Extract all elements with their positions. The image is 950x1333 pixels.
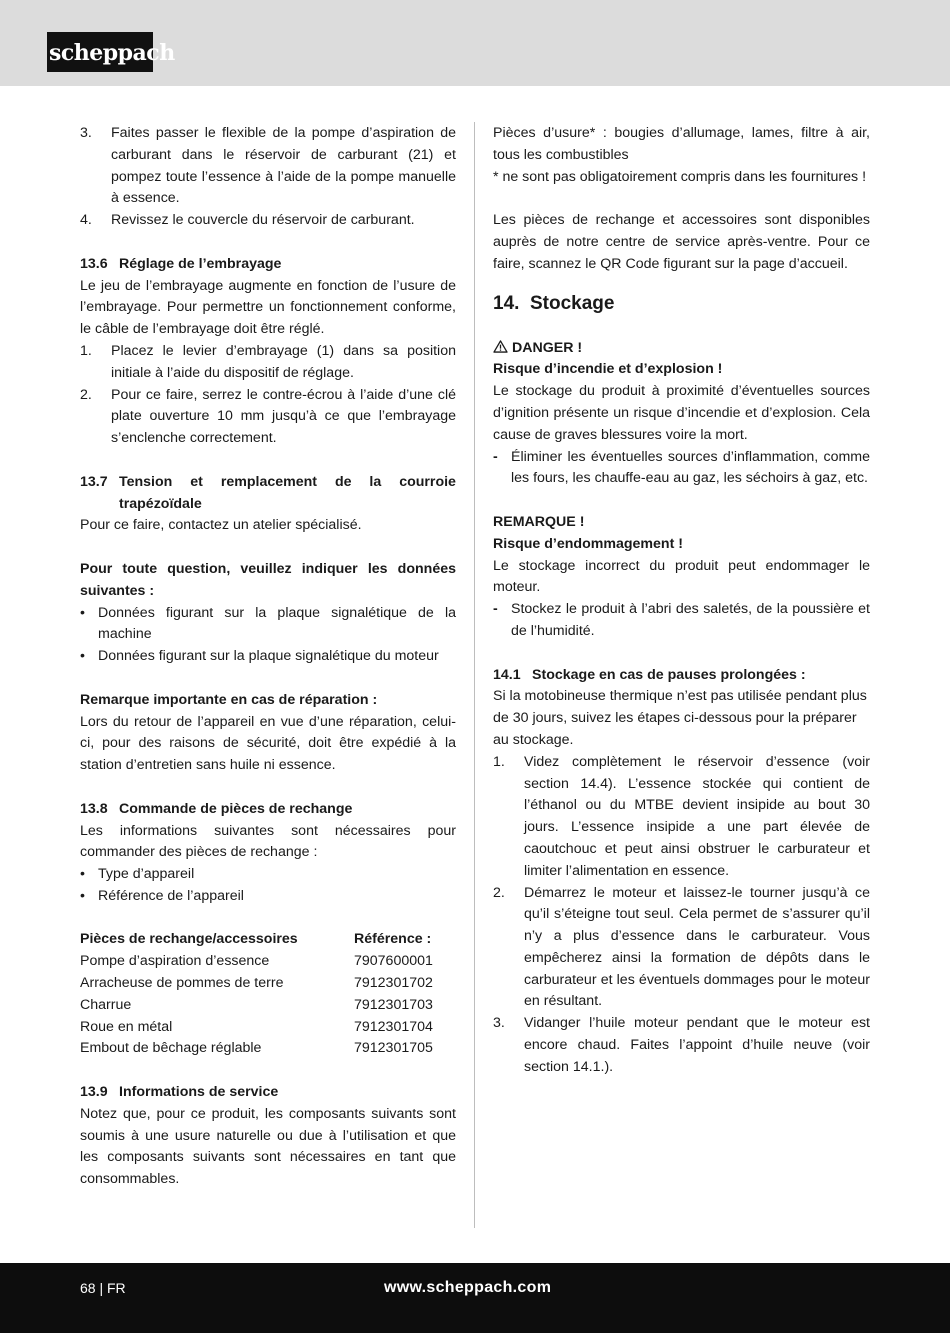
heading-14-1: 14.1 Stockage en cas de pauses prolongées : (493, 666, 806, 683)
list-item: 3. Faites passer le flexible de la pompe d’aspiration de carburant dans le réservoir de carburant (21) et pompez toute l’essence à l’aide de la pompe manuelle à essence. (80, 125, 456, 207)
list-item: 2. Pour ce faire, serrez le contre-écrou à l’aide d’une clé plate ouverture 10 mm jusqu’à ce que l’embrayage s’enclenche correctement. (80, 386, 456, 447)
right-column (493, 123, 870, 1079)
list-item: - Éliminer les éventuelles sources d’inflammation, comme les fours, les chauffe-eau au gaz, les séchoirs à gaz, etc. (493, 448, 870, 487)
paragraph: Lors du retour de l’appareil en vue d’une réparation, celui-ci, pour des raisons de sécurité, doit être expédié à la station d’entretien sans huile ni essence. (80, 713, 456, 774)
table-row: Arracheuse de pommes de terre 7912301702 (80, 975, 433, 992)
list-item: 4. Revissez le couvercle du réservoir de carburant. (80, 212, 415, 229)
notice-label: REMARQUE ! (493, 513, 585, 530)
column-divider (474, 122, 475, 1228)
list-item: 1. Placez le levier d’embrayage (1) dans sa position initiale à l’aide du dispositif de réglage. (80, 342, 456, 381)
paragraph: Pièces d’usure* : bougies d’allumage, lames, filtre à air, tous les combustibles (493, 125, 870, 163)
section-14-heading: 14. Stockage (493, 292, 615, 314)
list-item: • Référence de l’appareil (80, 887, 244, 904)
list-item: • Données figurant sur la plaque signalétique du moteur (80, 648, 439, 665)
list-item: 1. Videz complètement le réservoir d’essence (voir section 14.4). L’essence stockée qui contient de l’éthanol ou du MTBE devient insipide au bout 30 jours. L’essence insipide a une part élevée de caoutchouc et peut ainsi obstruer le carburateur et limiter l’alimentation en essence. (493, 753, 870, 879)
paragraph: Le stockage du produit à proximité d’éventuelles sources d’ignition présente un risque d’incendie et d’explosion. Cela cause de graves blessures voire la mort. (493, 383, 870, 443)
heading-13-8: 13.8 Commande de pièces de rechange (80, 800, 353, 817)
footnote: * ne sont pas obligatoirement compris dans les fournitures ! (493, 168, 867, 185)
left-column (80, 123, 456, 1191)
table-row: Pompe d’aspiration d’essence 7907600001 (80, 953, 433, 970)
parts-table (80, 929, 456, 1060)
paragraph: Le jeu de l’embrayage augmente en fonction de l’usure de l’embrayage. Pour permettre un fonctionnement conforme, le câble de l’embrayage doit être réglé. (80, 277, 456, 338)
question-title: Pour toute question, veuillez indiquer les données suivantes : (80, 560, 456, 599)
paragraph: Les pièces de rechange et accessoires sont disponibles auprès de notre centre de service après-ventre. Pour ce faire, scannez le QR Code figurant sur la page d’accueil. (493, 212, 870, 272)
list-item: • Type d’appareil (80, 866, 195, 883)
list-item: 2. Démarrez le moteur et laissez-le tourner jusqu’à ce qu’il s’éteigne tout seul. Cela permet de s’assurer qu’il n’y a plus d’essence dans le carburateur. Vous empêcherez ainsi la formation de dépôts dans le carburateur et les éventuels dommages pour le moteur en résultant. (493, 884, 870, 1010)
repair-title: Remarque importante en cas de réparation : (80, 691, 378, 708)
table-row: Roue en métal 7912301704 (80, 1018, 433, 1035)
warning-icon (493, 340, 508, 353)
danger-title: Risque d’incendie et d’explosion ! (493, 361, 723, 378)
notice-title: Risque d’endommagement ! (493, 535, 683, 552)
paragraph: Les informations suivantes sont nécessaires pour commander des pièces de rechange : (80, 822, 456, 861)
table-row: Charrue 7912301703 (80, 996, 433, 1013)
paragraph: Pour ce faire, contactez un atelier spécialisé. (80, 517, 362, 534)
brand-logo: scheppach (47, 32, 153, 72)
list-item: • Données figurant sur la plaque signalétique de la machine (80, 604, 456, 643)
header-bar (0, 0, 950, 86)
table-row: Embout de bêchage réglable 7912301705 (80, 1040, 433, 1057)
heading-13-6: 13.6 Réglage de l’embrayage (80, 255, 282, 272)
list-item: 3. Vidanger l’huile moteur pendant que le moteur est encore chaud. Faites l’appoint d’huile neuve (voir section 14.1.). (493, 1015, 870, 1075)
website-link[interactable]: www.scheppach.com (384, 1279, 552, 1296)
danger-label: DANGER ! (493, 338, 870, 360)
heading-13-9: 13.9 Informations de service (80, 1084, 279, 1101)
paragraph: Le stockage incorrect du produit peut endommager le moteur. (493, 557, 870, 596)
paragraph: Notez que, pour ce produit, les composants suivants sont soumis à une usure naturelle ou due à l’utilisation et que les composants suivants sont nécessaires en tant que consommables. (80, 1105, 456, 1188)
table-header-row: Pièces de rechange/accessoires Référence : (80, 931, 432, 948)
footer-bar (0, 1263, 950, 1333)
list-item: - Stockez le produit à l’abri des saletés, de la poussière et de l’humidité. (493, 601, 870, 639)
paragraph: Si la motobineuse thermique n’est pas utilisée pendant plus de 30 jours, suivez les étapes ci-dessous pour la préparer au stockage. (493, 688, 867, 748)
page-number: 68 | FR (80, 1280, 126, 1296)
heading-13-7: 13.7 Tension et remplacement de la courroie trapézoïdale (80, 473, 456, 512)
